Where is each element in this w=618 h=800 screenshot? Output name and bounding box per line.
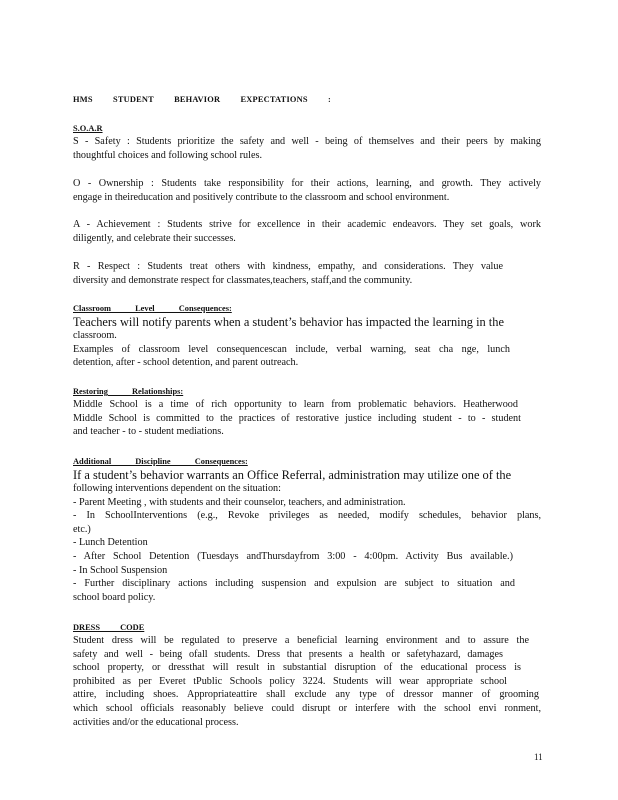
additional-line-3: - Parent Meeting , with students and their counselor, teachers, and administration. [73, 496, 406, 508]
achievement-paragraph [73, 218, 541, 245]
soar-section [73, 123, 541, 162]
achievement-line-1: A - Achievement : Students strive for excellence in their academic endeavors. They set goals, work [73, 219, 541, 230]
additional-line-2: following interventions dependent on the situation: [73, 483, 281, 494]
additional-line-1: If a student’s behavior warrants an Office Referral, administration may utilize one of the [73, 468, 512, 482]
classroom-line-4: detention, after - school detention, and parent outreach. [73, 357, 299, 369]
additional-section [73, 456, 541, 604]
classroom-heading: Classroom Level Consequences: [73, 304, 232, 313]
ownership-paragraph [73, 177, 541, 204]
additional-line-4: - In SchoolInterventions (e.g., Revoke privileges as needed, modify schedules, behavior plans, [73, 510, 541, 522]
dress-line-7: activities and/or the educational process. [73, 716, 239, 728]
page-number: 11 [534, 752, 543, 762]
dress-line-5: attire, including shoes. Appropriateattire shall exclude any type of dressor manner of grooming [73, 689, 539, 701]
ownership-line-1: O - Ownership : Students take responsibility for their actions, learning, and growth. They actively [73, 178, 541, 189]
page-title: HMS STUDENT BEHAVIOR EXPECTATIONS : [73, 95, 332, 104]
restoring-line-2: Middle School is committed to the practices of restorative justice including student - to - student [73, 412, 521, 424]
safety-line-1: S - Safety : Students prioritize the safety and well - being of themselves and their peers by making [73, 136, 541, 147]
soar-heading: S.O.A.R [73, 124, 103, 133]
ownership-line-2: engage in theireducation and positively contribute to the classroom and school environment. [73, 191, 450, 203]
dress-line-4: prohibited as per Everet tPublic Schools policy 3224. Students will wear appropriate school [73, 675, 507, 687]
additional-line-6: - Lunch Detention [73, 537, 148, 549]
achievement-line-2: diligently, and celebrate their successes. [73, 232, 236, 244]
restoring-heading: Restoring Relationships: [73, 387, 184, 396]
additional-line-7: - After School Detention (Tuesdays andThursdayfrom 3:00 - 4:00pm. Activity Bus available.) [73, 550, 513, 562]
dress-line-3: school property, or dressthat will result in substantial disruption of the educational process is [73, 662, 521, 674]
safety-line-2: thoughtful choices and following school rules. [73, 149, 263, 161]
additional-line-9: - Further disciplinary actions including suspension and expulsion are subject to situation and [73, 578, 515, 590]
classroom-line-3: Examples of classroom level consequencescan include, verbal warning, seat cha nge, lunch [73, 343, 510, 355]
respect-paragraph [73, 260, 541, 287]
additional-line-5: etc.) [73, 523, 91, 535]
restoring-line-3: and teacher - to - student mediations. [73, 426, 224, 438]
additional-heading: Additional Discipline Consequences: [73, 457, 248, 466]
classroom-line-1: Teachers will notify parents when a student’s behavior has impacted the learning in the [73, 315, 504, 329]
respect-line-1: R - Respect : Students treat others with kindness, empathy, and considerations. They value [73, 261, 503, 272]
dress-line-6: which school officials reasonably believe could disrupt or interfere with the school envi ronment, [73, 702, 541, 714]
dress-code-section [73, 622, 541, 729]
classroom-line-2: classroom. [73, 330, 117, 341]
dress-line-2: safety and well - being ofall students. Dress that presents a health or safetyhazard, damages [73, 648, 503, 660]
restoring-line-1: Middle School is a time of rich opportunity to learn from problematic behaviors. Heatherwood [73, 399, 518, 410]
additional-line-8: - In School Suspension [73, 564, 168, 576]
dress-line-1: Student dress will be regulated to preserve a beneficial learning environment and to assure the [73, 635, 529, 646]
dress-code-heading: DRESS CODE [73, 623, 145, 632]
additional-line-10: school board policy. [73, 591, 156, 603]
classroom-section [73, 303, 541, 370]
restoring-section [73, 386, 541, 439]
respect-line-2: diversity and demonstrate respect for classmates,teachers, staff,and the community. [73, 274, 413, 286]
